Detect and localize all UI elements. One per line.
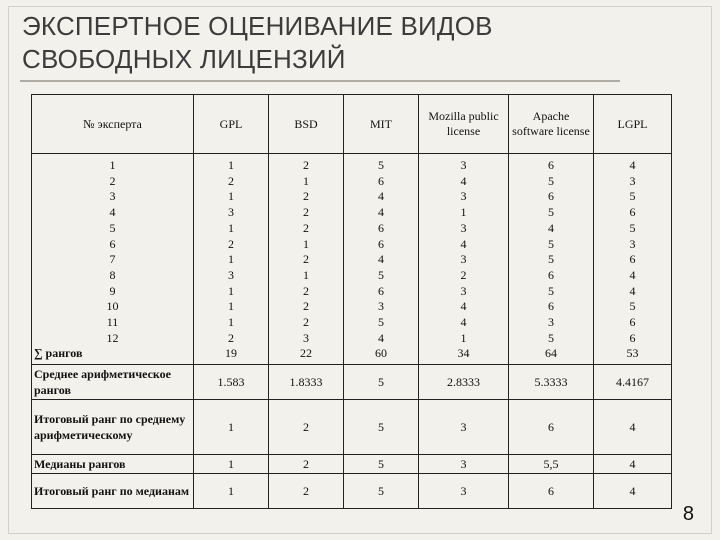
license-ranking-table bbox=[31, 94, 672, 509]
final-rank-by-median-row bbox=[32, 474, 672, 509]
mozilla-value: 3 bbox=[419, 400, 509, 455]
expert-ranks-row bbox=[32, 154, 672, 365]
row-label: Среднее арифметическое рангов bbox=[32, 365, 194, 400]
lgpl-value: 4 bbox=[594, 474, 672, 509]
mozilla-value: 2.8333 bbox=[419, 365, 509, 400]
bsd-ranks: 2 1 2 2 2 1 2 1 2 2 2 3 22 bbox=[269, 154, 344, 365]
bsd-value: 1.8333 bbox=[269, 365, 344, 400]
apache-value: 6 bbox=[509, 400, 594, 455]
bsd-value: 2 bbox=[269, 474, 344, 509]
header-apache: Apache software license bbox=[509, 95, 594, 154]
median-rank-row bbox=[32, 455, 672, 474]
title-divider bbox=[20, 80, 620, 82]
mit-value: 5 bbox=[344, 474, 419, 509]
lgpl-value: 4.4167 bbox=[594, 365, 672, 400]
mozilla-ranks: 3 4 3 1 3 4 3 2 3 4 4 1 34 bbox=[419, 154, 509, 365]
gpl-value: 1 bbox=[194, 400, 269, 455]
apache-value: 6 bbox=[509, 474, 594, 509]
header-gpl: GPL bbox=[194, 95, 269, 154]
apache-value: 5.3333 bbox=[509, 365, 594, 400]
mozilla-value: 3 bbox=[419, 474, 509, 509]
mean-rank-row bbox=[32, 365, 672, 400]
gpl-value: 1.583 bbox=[194, 365, 269, 400]
slide-title: ЭКСПЕРТНОЕ ОЦЕНИВАНИЕ ВИДОВ СВОБОДНЫХ ЛИЦЕНЗИЙ bbox=[22, 11, 493, 74]
sum-label: ∑ рангов bbox=[34, 346, 83, 361]
header-mozilla: Mozilla public license bbox=[419, 95, 509, 154]
bsd-value: 2 bbox=[269, 455, 344, 474]
expert-numbers: 1 2 3 4 5 6 7 8 9 10 11 12 bbox=[106, 158, 119, 345]
gpl-value: 1 bbox=[194, 455, 269, 474]
mit-ranks: 5 6 4 4 6 6 4 5 6 3 5 4 60 bbox=[344, 154, 419, 365]
gpl-ranks: 1 2 1 3 1 2 1 3 1 1 1 2 19 bbox=[194, 154, 269, 365]
header-lgpl: LGPL bbox=[594, 95, 672, 154]
header-bsd: BSD bbox=[269, 95, 344, 154]
row-label: Медианы рангов bbox=[32, 455, 194, 474]
header-row bbox=[32, 95, 672, 154]
header-expert-number: № эксперта bbox=[32, 95, 194, 154]
row-label: Итоговый ранг по среднему арифметическому bbox=[32, 400, 194, 455]
mit-value: 5 bbox=[344, 400, 419, 455]
lgpl-value: 4 bbox=[594, 455, 672, 474]
bsd-value: 2 bbox=[269, 400, 344, 455]
page-number: 8 bbox=[682, 503, 694, 525]
row-label: Итоговый ранг по медианам bbox=[32, 474, 194, 509]
expert-numbers-cell bbox=[32, 154, 194, 365]
mit-value: 5 bbox=[344, 365, 419, 400]
mozilla-value: 3 bbox=[419, 455, 509, 474]
apache-ranks: 6 5 6 5 4 5 5 6 5 6 3 5 64 bbox=[509, 154, 594, 365]
gpl-value: 1 bbox=[194, 474, 269, 509]
apache-value: 5,5 bbox=[509, 455, 594, 474]
lgpl-ranks: 4 3 5 6 5 3 6 4 4 5 6 6 53 bbox=[594, 154, 672, 365]
final-rank-by-mean-row bbox=[32, 400, 672, 455]
header-mit: MIT bbox=[344, 95, 419, 154]
lgpl-value: 4 bbox=[594, 400, 672, 455]
mit-value: 5 bbox=[344, 455, 419, 474]
